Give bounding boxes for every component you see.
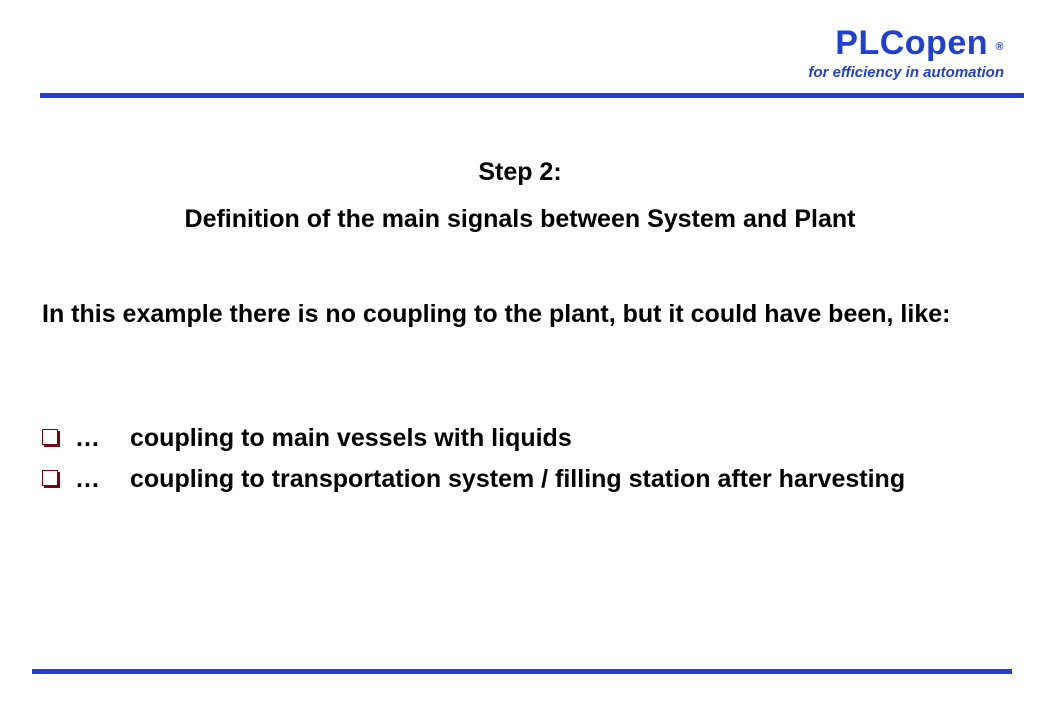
bullet-text: coupling to main vessels with liquids bbox=[130, 424, 572, 452]
plcopen-logo bbox=[808, 24, 1004, 81]
checkbox-icon bbox=[42, 429, 58, 445]
bullet-list bbox=[42, 423, 1002, 505]
step-subtitle: Definition of the main signals between System and Plant bbox=[184, 205, 856, 233]
bullet-ellipsis: … bbox=[75, 465, 100, 493]
brand-name bbox=[835, 24, 1004, 62]
brand-name-text: PLCopen bbox=[835, 24, 988, 62]
bullet-item bbox=[42, 423, 1002, 454]
registered-mark: ® bbox=[995, 41, 1004, 53]
bullet-item bbox=[42, 464, 1002, 495]
bullet-ellipsis: … bbox=[75, 424, 100, 452]
checkbox-icon bbox=[42, 470, 58, 486]
top-divider bbox=[40, 93, 1024, 98]
step-title: Step 2: bbox=[478, 158, 562, 186]
bottom-divider bbox=[32, 669, 1012, 674]
brand-tagline: for efficiency in automation bbox=[808, 64, 1004, 81]
bullet-text: coupling to transportation system / filling station after harvesting bbox=[130, 465, 906, 493]
intro-paragraph: In this example there is no coupling to the plant, but it could have been, like: bbox=[42, 300, 951, 328]
